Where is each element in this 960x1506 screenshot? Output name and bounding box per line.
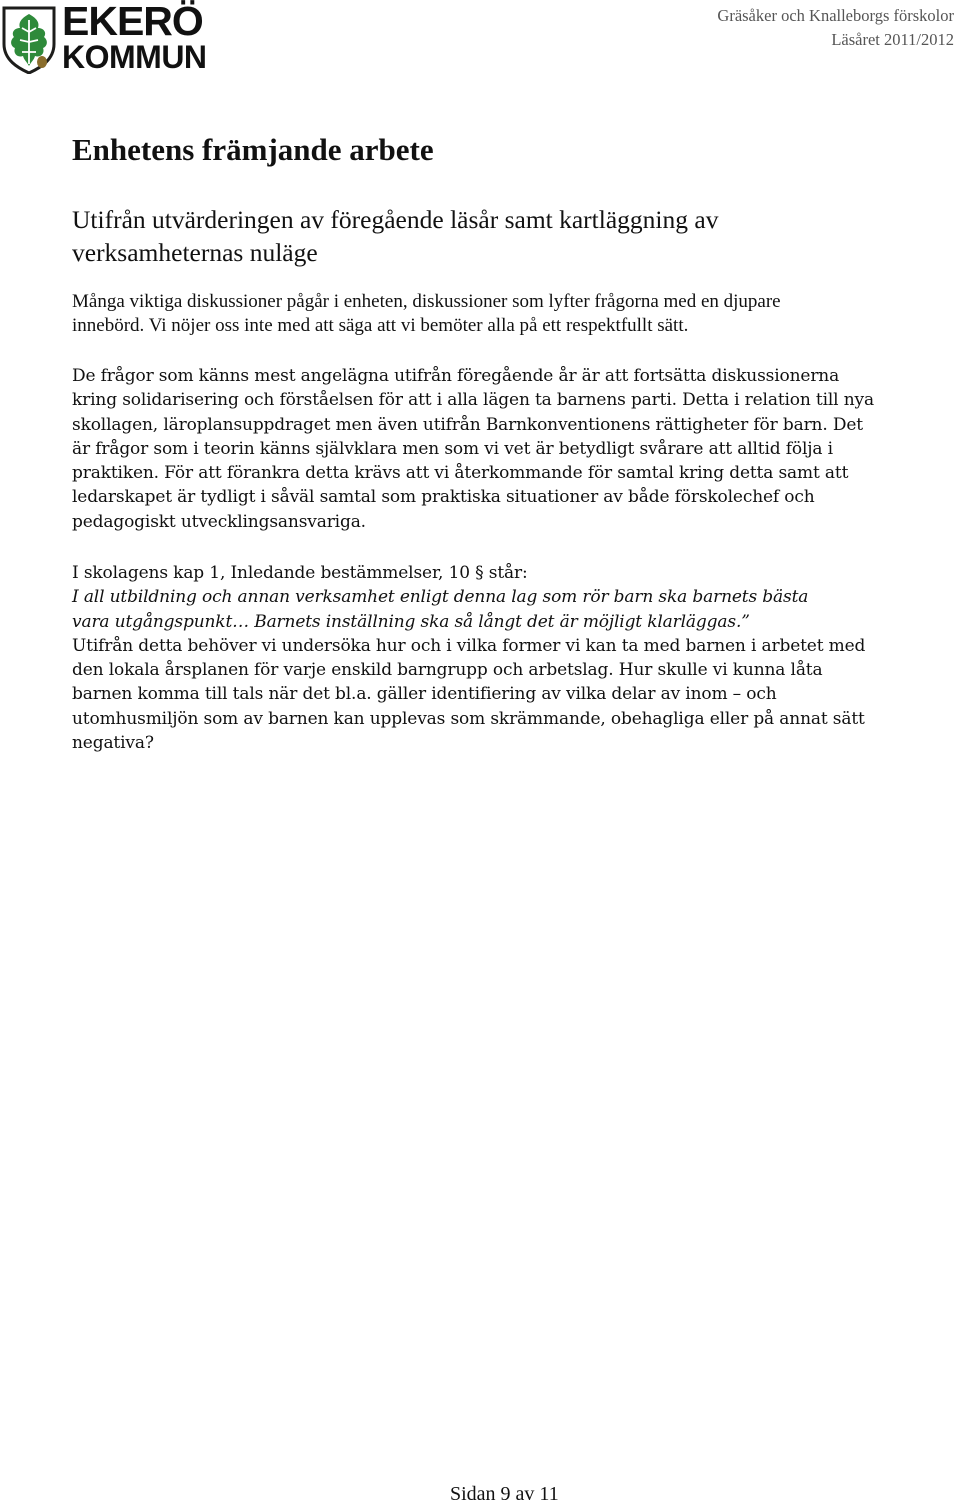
paragraph-line: Utifrån detta behöver vi undersöka hur och i vilka former vi kan ta med barnen i arbetet med: [72, 635, 866, 656]
school-name: Gräsåker och Knalleborgs förskolor: [717, 6, 954, 25]
paragraph-line: är frågor som i teorin känns självklara men som vi vet är betydligt svårare att alltid följa i: [72, 438, 833, 459]
page-title: Enhetens främjande arbete: [72, 132, 434, 167]
logo-line-ekero: EKERÖ: [62, 0, 203, 44]
paragraph-line: Många viktiga diskussioner pågår i enheten, diskussioner som lyfter frågorna med en djupare: [72, 291, 781, 312]
logo-line-kommun: KOMMUN: [62, 39, 207, 75]
paragraph-line: kring solidarisering och förståelsen för att i alla lägen ta barnens parti. Detta i relation till nya: [72, 390, 874, 411]
page-header: [717, 4, 954, 52]
paragraph-line: negativa?: [72, 733, 154, 754]
subheading-line: Utifrån utvärderingen av föregående läsår samt kartläggning av: [72, 205, 719, 234]
law-reference: I skolagens kap 1, Inledande bestämmelser, 10 § står:: [72, 563, 528, 583]
paragraph-line: utomhusmiljön som av barnen kan upplevas som skrämmande, obehagliga eller på annat sätt: [72, 708, 865, 729]
paragraph-priorities: [72, 364, 960, 534]
paragraph-line: De frågor som känns mest angelägna utifrån föregående år är att fortsätta diskussionerna: [72, 366, 840, 386]
paragraph-line: pedagogiskt utvecklingsansvariga.: [72, 511, 366, 532]
page-number: Sidan 9 av 11: [450, 1483, 559, 1505]
law-quote-line: vara utgångspunkt… Barnets inställning ska så långt det är möjligt klarläggas.”: [72, 611, 750, 632]
section-subheading: [72, 203, 932, 269]
paragraph-line: den lokala årsplanen för varje enskild barngrupp och arbetslag. Hur skulle vi kunna låta: [72, 660, 823, 681]
law-quote-line: I all utbildning och annan verksamhet enligt denna lag som rör barn ska barnets bästa: [72, 587, 809, 608]
subheading-line: verksamheternas nuläge: [72, 238, 318, 267]
paragraph-line: ledarskapet är tydligt i såväl samtal som praktiska situationer av både förskolechef och: [72, 487, 815, 508]
paragraph-intro: [72, 290, 960, 338]
paragraph-line: innebörd. Vi nöjer oss inte med att säga att vi bemöter alla på ett respektfullt sätt.: [72, 315, 689, 336]
paragraph-line: praktiken. För att förankra detta krävs att vi återkommande för samtal kring detta samt att: [72, 463, 849, 484]
ekero-kommun-logo: [0, 0, 207, 75]
logo-wordmark: [62, 2, 207, 74]
school-year: Läsåret 2011/2012: [831, 30, 954, 49]
paragraph-line: skollagen, läroplansuppdraget men även utifrån Barnkonventionens rättigheter för barn. Det: [72, 414, 863, 435]
oak-leaf-shield-icon: [0, 4, 58, 74]
paragraph-school-law: [72, 561, 960, 755]
paragraph-line: barnen komma till tals när det bl.a. gäller identifiering av vilka delar av inom – och: [72, 684, 777, 705]
